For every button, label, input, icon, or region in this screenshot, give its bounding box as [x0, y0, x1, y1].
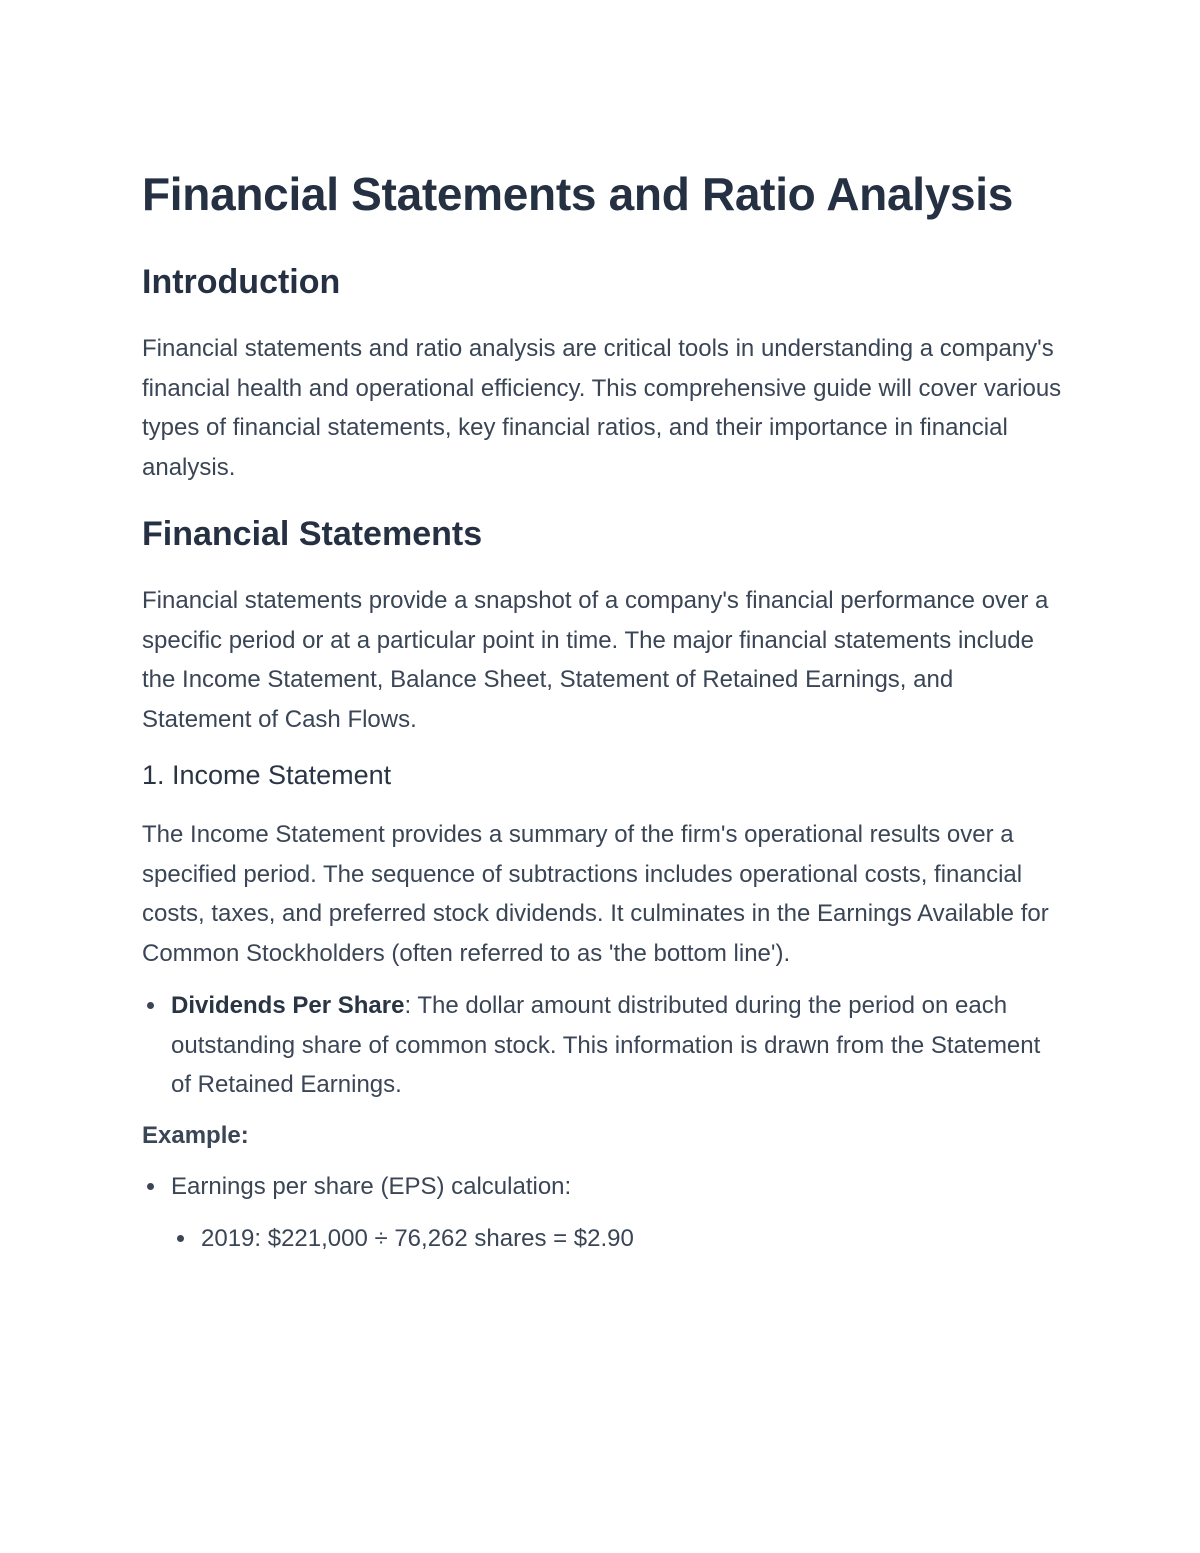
- introduction-paragraph: Financial statements and ratio analysis are critical tools in understanding a company's financial health and operational efficiency. This comprehensive guide will cover various types of financial statements, key financial ratios, and their importance in financial analysis.: [142, 335, 1062, 481]
- example-subitem-text: 2019: $221,000 ÷ 76,262 shares = $2.90: [201, 1224, 634, 1252]
- example-item-text: Earnings per share (EPS) calculation:: [171, 1173, 572, 1200]
- bullet-term: Dividends Per Share: [171, 992, 405, 1019]
- list-item: [201, 1219, 1062, 1259]
- bullet-icon: [147, 1183, 154, 1190]
- example-sublist: [142, 1219, 1062, 1259]
- bullet-text: : The dollar amount distributed during the period on each outstanding share of common stock. This information is drawn from the Statement of Retained Earnings.: [171, 992, 1041, 1098]
- bullet-icon: [147, 1002, 154, 1009]
- page-title: Financial Statements and Ratio Analysis: [142, 168, 1014, 220]
- document-page: [142, 163, 1062, 1258]
- list-item: [171, 1167, 1062, 1207]
- income-statement-paragraph: The Income Statement provides a summary of the firm's operational results over a specified period. The sequence of subtractions includes operational costs, financial costs, taxes, and preferred stock dividends. It culminates in the Earnings Available for Common Stockholders (often referred to as 'the bottom line').: [142, 821, 1049, 967]
- introduction-heading: Introduction: [142, 263, 341, 301]
- financial-statements-heading: Financial Statements: [142, 515, 483, 553]
- example-label: Example:: [142, 1121, 249, 1149]
- bullet-icon: [177, 1235, 184, 1242]
- financial-statements-paragraph: Financial statements provide a snapshot of a company's financial performance over a specific period or at a particular point in time. The major financial statements include the Income Statement, Balance Sheet, Statement of Retained Earnings, and Statement of Cash Flows.: [142, 587, 1049, 733]
- example-list: [142, 1167, 1062, 1207]
- income-statement-heading: 1. Income Statement: [142, 760, 392, 790]
- list-item: [171, 986, 1062, 1105]
- income-statement-bullet-list: [142, 986, 1062, 1105]
